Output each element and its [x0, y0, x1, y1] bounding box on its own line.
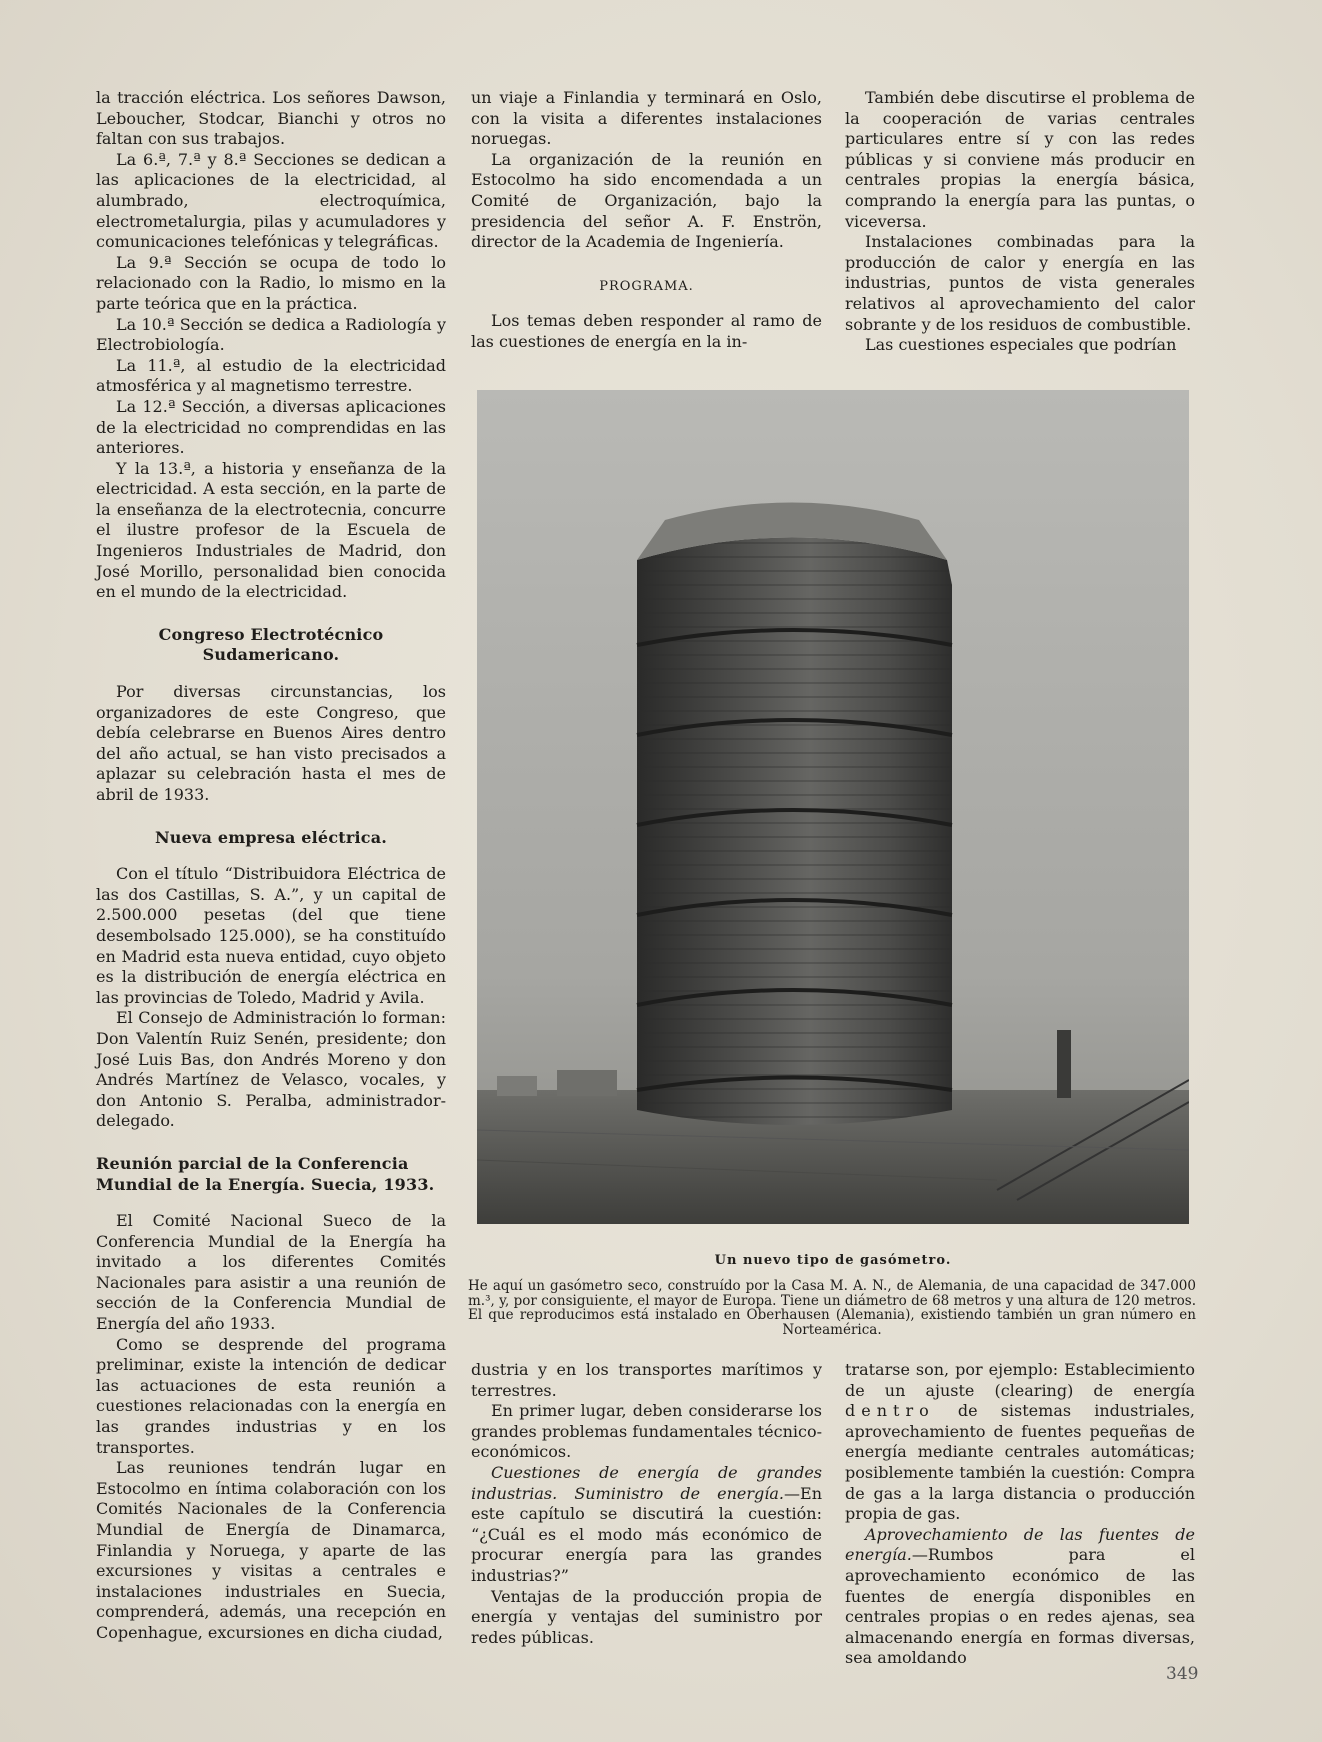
paragraph: La 10.ª Sección se dedica a Radiología y Electrobiología. — [96, 314, 446, 355]
paragraph: Las cuestiones especiales que podrían — [865, 335, 1177, 355]
programa-heading: PROGRAMA. — [599, 278, 694, 294]
paragraph: La 6.ª, 7.ª y 8.ª Secciones se dedican a las aplicaciones de la electricidad, al alumbrado, electroquímica, electrometalurgia, pilas y acumuladores y comunicaciones telefónicas y telegráficas. — [96, 149, 446, 252]
column-right-bottom — [845, 1360, 1195, 1669]
paragraph: Ventajas de la producción propia de energía y ventajas del suministro por redes públicas. — [471, 1586, 822, 1647]
gasometer-illustration — [477, 390, 1189, 1224]
paragraph: El Consejo de Administración lo forman: Don Valentín Ruiz Senén, presidente; don José Luis Bas, don Andrés Moreno y don Andrés Martínez de Velasco, vocales, y don Antonio S. Peralba, administrador-delegado. — [96, 1008, 446, 1131]
paragraph: Con el título “Distribuidora Eléctrica de las dos Castillas, S. A.”, y un capital de 2.500.000 pesetas (del que tiene desembolsado 125.000), se ha constituído en Madrid esta nueva entidad, cuyo objeto es la distribución de energía eléctrica en las provincias de Toledo, Madrid y Avila. — [96, 864, 446, 1007]
figure-title: Un nuevo tipo de gasómetro. — [714, 1253, 952, 1268]
paragraph-text: de sistemas industriales, aprovechamiento de fuentes pequeñas de energía mediante centrales automáticas; posiblemente también la cuestión: Compra de gas a la larga distancia o producción propia de gas. — [845, 1401, 1195, 1524]
paragraph: Y la 13.ª, a historia y enseñanza de la electricidad. A esta sección, en la parte de la enseñanza de la electrotecnia, concurre el ilustre profesor de la Escuela de Ingenieros Industriales de Madrid, don José Morillo, personalidad bien conocida en el mundo de la electricidad. — [96, 458, 446, 602]
column-middle-top — [471, 88, 822, 353]
paragraph: Por diversas circunstancias, los organizadores de este Congreso, que debía celebrarse en Buenos Aires dentro del año actual, se han visto precisados a aplazar su celebración hasta el mes de abril de 1933. — [96, 682, 446, 804]
paragraph: La 9.ª Sección se ocupa de todo lo relacionado con la Radio, lo mismo en la parte teórica que en la práctica. — [96, 252, 446, 313]
spaced-word: dentro — [845, 1401, 935, 1421]
page-number: 349 — [1166, 1664, 1199, 1684]
paragraph: Los temas deben responder al ramo de las cuestiones de energía en la in- — [471, 311, 822, 351]
paragraph — [845, 1360, 1195, 1525]
italic-heading: Aprovechamiento de las fuentes de energía. — [845, 1524, 1195, 1565]
column-middle-bottom — [471, 1360, 822, 1648]
paragraph-text: —Rumbos para el aprovechamiento económico de las fuentes de energía disponibles en centrales propias o en redes ajenas, sea almacenando energía en formas diversas, sea amoldando — [845, 1545, 1195, 1668]
gasometer-photo — [477, 390, 1189, 1224]
column-right-top — [845, 88, 1195, 356]
paragraph: La 11.ª, al estudio de la electricidad atmosférica y al magnetismo terrestre. — [96, 355, 446, 396]
paragraph: El Comité Nacional Sueco de la Conferencia Mundial de la Energía ha invitado a los diferentes Comités Nacionales para asistir a una reunión de sección de la Conferencia Mundial de Energía del año 1933. — [96, 1211, 446, 1334]
paragraph-text: —En este capítulo se discutirá la cuestión: “¿Cuál es el modo más económico de procurar energía para las grandes industrias?” — [471, 1483, 822, 1585]
column-left — [96, 88, 446, 1644]
paragraph: En primer lugar, deben considerarse los grandes problemas fundamentales técnico-económicos. — [471, 1401, 822, 1462]
paragraph: Instalaciones combinadas para la producción de calor y energía en las industrias, puntos de vista generales relativos al aprovechamiento del calor sobrante y de los residuos de combustible. — [845, 232, 1195, 334]
paragraph: dustria y en los transportes marítimos y terrestres. — [471, 1360, 822, 1400]
section-heading-nueva-empresa: Nueva empresa eléctrica. — [154, 827, 388, 847]
paragraph: Las reuniones tendrán lugar en Estocolmo en íntima colaboración con los Comités Nacionales de la Conferencia Mundial de Energía de Dinamarca, Finlandia y Noruega, y aparte de las excursiones y visitas a centrales e instalaciones industriales en Suecia, comprenderá, además, una recepción en Copenhague, excursiones en dicha ciudad, — [96, 1458, 446, 1642]
paragraph: La 12.ª Sección, a diversas aplicaciones de la electricidad no comprendidas en las anteriores. — [96, 396, 446, 458]
paragraph: un viaje a Finlandia y terminará en Oslo, con la visita a diferentes instalaciones noruegas. — [471, 88, 822, 149]
italic-heading: Cuestiones de energía de grandes industrias. Suministro de energía. — [471, 1462, 822, 1503]
paragraph: También debe discutirse el problema de la cooperación de varias centrales particulares entre sí y con las redes públicas y si conviene más producir en centrales propias la energía básica, comprando la energía para las puntas, o viceversa. — [845, 88, 1195, 231]
paragraph: Como se desprende del programa preliminar, existe la intención de dedicar las actuaciones de esta reunión a cuestiones relacionadas con la energía en las grandes industrias y en los transportes. — [96, 1334, 446, 1457]
paragraph — [471, 1463, 822, 1587]
paragraph-text: tratarse son, por ejemplo: Establecimiento de un ajuste (clearing) de energía — [845, 1360, 1195, 1400]
paragraph: La organización de la reunión en Estocolmo ha sido encomendada a un Comité de Organización, bajo la presidencia del señor A. F. Enströn, director de la Academia de Ingeniería. — [471, 149, 822, 252]
figure-caption: He aquí un gasómetro seco, construído por la Casa M. A. N., de Alemania, de una capacidad de 347.000 m.³, y, por consiguiente, el mayor de Europa. Tiene un diámetro de 68 metros y una altura de 120 metros. El que reproducimos está instalado en Oberhausen (Alemania), existiendo también un gran número en Norteamérica. — [468, 1278, 1196, 1338]
section-heading-reunion: Reunión parcial de la Conferencia Mundial de la Energía. Suecia, 1933. — [96, 1153, 435, 1194]
paragraph: la tracción eléctrica. Los señores Dawson, Leboucher, Stodcar, Bianchi y otros no faltan con sus trabajos. — [96, 88, 446, 149]
paragraph — [845, 1525, 1195, 1669]
section-heading-congreso: Congreso Electrotécnico Sudamericano. — [158, 624, 384, 665]
